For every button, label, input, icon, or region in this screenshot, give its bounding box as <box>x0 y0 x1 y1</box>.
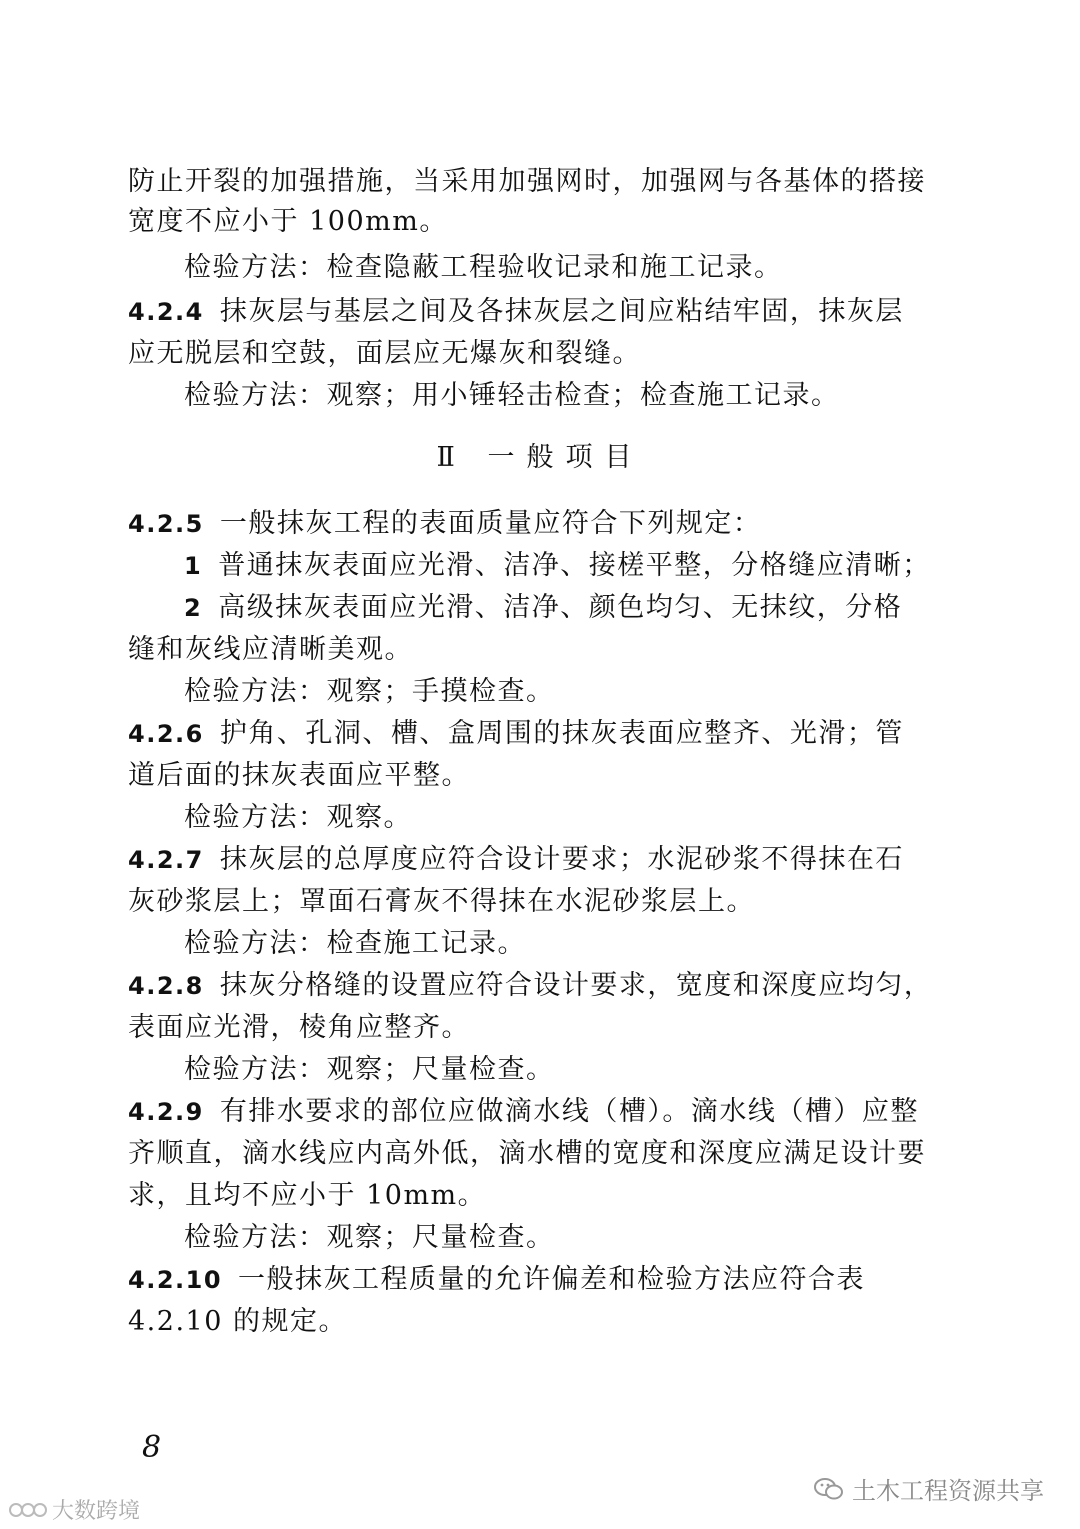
watermark-text: 土木工程资源共享 <box>852 1477 1044 1505</box>
text-line: 检验方法：观察；尺量检查。 <box>184 1054 555 1085</box>
clause-number: 4.2.9 <box>128 1098 204 1126</box>
text-line: 检验方法：观察；用小锤轻击检查；检查施工记录。 <box>184 380 840 411</box>
clause-4-2-4: 4.2.4 抹灰层与基层之间及各抹灰层之间应粘结牢固，抹灰层 <box>128 296 904 327</box>
watermark-right <box>814 1471 1044 1506</box>
text-line: 表面应光滑，棱角应整齐。 <box>128 1012 470 1043</box>
watermark-text: 大数跨境 <box>52 1499 141 1524</box>
clause-4-2-10: 4.2.10 一般抹灰工程质量的允许偏差和检验方法应符合表 <box>128 1264 866 1295</box>
text-line: 检验方法：观察；尺量检查。 <box>184 1222 555 1253</box>
clause-number: 4.2.10 <box>128 1266 223 1294</box>
clause-number: 4.2.5 <box>128 510 204 538</box>
clause-number: 4.2.6 <box>128 720 204 748</box>
text-line: 检验方法：检查隐蔽工程验收记录和施工记录。 <box>184 252 783 283</box>
text-line: 4.2.10 的规定。 <box>128 1306 347 1337</box>
text-line: 齐顺直，滴水线应内高外低，滴水槽的宽度和深度应满足设计要 <box>128 1138 926 1169</box>
text-line: 求，且均不应小于 10mm。 <box>128 1180 487 1211</box>
clause-number: 4.2.4 <box>128 298 204 326</box>
wechat-icon <box>814 1477 844 1501</box>
item-number: 2 <box>184 594 203 622</box>
text-line: 检验方法：观察。 <box>184 802 412 833</box>
text-line: 检验方法：观察；手摸检查。 <box>184 676 555 707</box>
brand-logo-icon <box>8 1499 48 1521</box>
clause-4-2-7: 4.2.7 抹灰层的总厚度应符合设计要求；水泥砂浆不得抹在石 <box>128 844 904 875</box>
text-line: 道后面的抹灰表面应平整。 <box>128 760 470 791</box>
text-line: 检验方法：检查施工记录。 <box>184 928 526 959</box>
list-item-1: 1 普通抹灰表面应光滑、洁净、接槎平整，分格缝应清晰； <box>184 550 931 581</box>
text-line: 宽度不应小于 100mm。 <box>128 206 448 237</box>
page-number: 8 <box>142 1430 162 1465</box>
text-line: 防止开裂的加强措施，当采用加强网时，加强网与各基体的搭接 <box>128 166 926 197</box>
clause-4-2-6: 4.2.6 护角、孔洞、槽、盒周围的抹灰表面应整齐、光滑；管 <box>128 718 904 749</box>
text-line: 灰砂浆层上；罩面石膏灰不得抹在水泥砂浆层上。 <box>128 886 755 917</box>
watermark-left <box>8 1494 140 1525</box>
list-item-2: 2 高级抹灰表面应光滑、洁净、颜色均匀、无抹纹，分格 <box>184 592 903 623</box>
text-line: 缝和灰线应清晰美观。 <box>128 634 413 665</box>
item-number: 1 <box>184 552 203 580</box>
text-line: 应无脱层和空鼓，面层应无爆灰和裂缝。 <box>128 338 641 369</box>
clause-number: 4.2.7 <box>128 846 204 874</box>
section-heading: Ⅱ 一般项目 <box>436 442 644 473</box>
clause-4-2-8: 4.2.8 抹灰分格缝的设置应符合设计要求，宽度和深度应均匀， <box>128 970 933 1001</box>
clause-4-2-5: 4.2.5 一般抹灰工程的表面质量应符合下列规定： <box>128 508 762 539</box>
clause-4-2-9: 4.2.9 有排水要求的部位应做滴水线（槽）。滴水线（槽）应整 <box>128 1096 919 1127</box>
clause-number: 4.2.8 <box>128 972 204 1000</box>
